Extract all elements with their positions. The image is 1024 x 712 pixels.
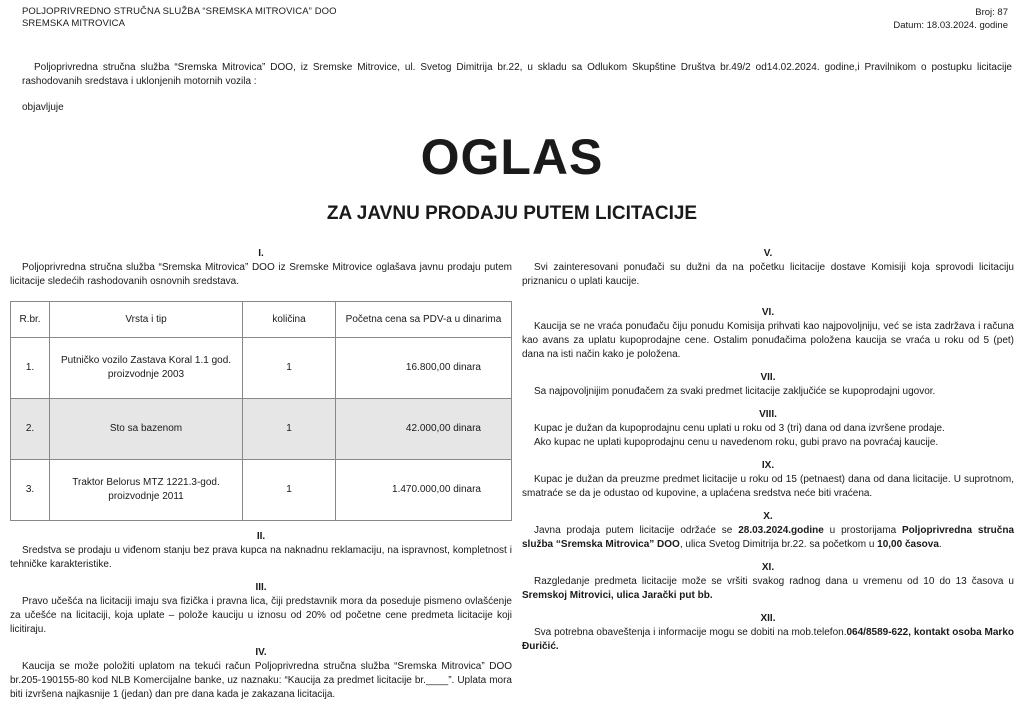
table-row [11, 338, 512, 399]
section-number: VIII. [759, 409, 777, 420]
org-city: SREMSKA MITROVICA [22, 18, 126, 29]
section-number: I. [258, 248, 264, 259]
section-number: XI. [761, 562, 775, 573]
section-12 [522, 613, 1014, 654]
table-row [11, 460, 512, 521]
text-part: Razgledanje predmeta licitacije može se vršiti svakog radnog dana u vremenu od 10 do 13 časova u [534, 576, 1014, 587]
viewing-location: Sremskoj Mitrovici, ulica Jarački put bb. [522, 590, 713, 601]
document-number: Broj: 87 [975, 7, 1008, 18]
section-7 [522, 372, 1014, 399]
section-number: XII. [760, 613, 776, 624]
cell-no: 3. [11, 460, 50, 521]
section-text: Sredstva se prodaju u viđenom stanju bez prava kupca na naknadnu reklamaciju, na ispravnost, kompletnost i tehničke karakteristike. [10, 545, 512, 570]
section-text: Svi zainteresovani ponuđači su dužni da na početku licitacije dostave Komisiji koja sprovodi licitaciju priznanicu o uplati kaucije. [522, 262, 1014, 287]
section-4 [10, 647, 512, 702]
text-part: . [938, 539, 942, 550]
section-number: X. [763, 511, 773, 522]
cell-name: Sto sa bazenom [50, 399, 243, 460]
section-5 [522, 248, 1014, 289]
cell-price: 1.470.000,00 dinara [336, 460, 512, 521]
section-text [522, 524, 1014, 552]
text-part: , ulica Svetog Dimitrija br.22. sa početkom u [679, 539, 878, 550]
section-8 [522, 409, 1014, 450]
text-part: u prostorijama [823, 525, 902, 536]
col-header-qty: količina [243, 302, 336, 338]
section-text: Poljoprivredna stručna služba “Sremska Mitrovica” DOO iz Sremske Mitrovice oglašava javnu prodaju putem licitacije sledećih rashodovanih osnovnih sredstava. [10, 262, 512, 287]
header-organization [22, 6, 337, 30]
section-6 [522, 307, 1014, 362]
section-number: IV. [255, 647, 267, 658]
section-text: Kupac je dužan da kupoprodajnu cenu uplati u roku od 3 (tri) dana od dana izvršene prodaje. [534, 423, 945, 434]
header-meta [893, 6, 1008, 32]
section-number: VI. [761, 307, 775, 318]
section-text: Pravo učešća na licitaciji imaju sva fizička i pravna lica, čiji predstavnik mora da poseduje pismeno ovlašćenje za učešće na licitaciji, koja uplate – polože kauciju u iznosu od 20% od početne cene predmeta licitacije koji licitiraju. [10, 596, 512, 635]
announce-word: objavljuje [22, 102, 64, 113]
section-2 [10, 531, 512, 572]
text-part: Javna prodaja putem licitacije održaće se [534, 525, 739, 536]
cell-name: Putničko vozilo Zastava Koral 1.1 god. proizvodnje 2003 [50, 338, 243, 399]
section-text [522, 575, 1014, 603]
auction-time: 10,00 časova [877, 539, 939, 550]
right-column [522, 248, 1014, 664]
section-text: Sa najpovoljnijim ponuđačem za svaki predmet licitacije zaključiće se kupoprodajni ugovor. [534, 386, 936, 397]
table-row [11, 399, 512, 460]
cell-qty: 1 [243, 338, 336, 399]
section-text: Kaucija se može položiti uplatom na tekući račun Poljoprivredna stručna služba “Sremska Mitrovica” DOO br.205-190155-80 kod NLB Komercijalne banke, uz naznaku: “Kaucija za predmet licitacije br.____”. Uplata mora biti izvršena najkasnije 1 (jedan) dan pre dana kada je zakazana licitacija. [10, 661, 512, 700]
section-1 [10, 248, 512, 521]
intro-paragraph: Poljoprivredna stručna služba “Sremska Mitrovica” DOO, iz Sremske Mitrovice, ul. Svetog Dimitrija br.22, u skladu sa Odlukom Skupštine Društva br.49/2 od14.02.2024. godine,i Pravilnikom o postupku licitacije rashodovanih sredstava i uklonjenih motornih vozila : [22, 62, 1012, 87]
auction-place: Poljoprivredna stručna služba “Sremska Mitrovica” DOO [522, 525, 1015, 550]
section-number: III. [255, 582, 267, 593]
auction-date: 28.03.2024.godine [738, 525, 824, 536]
col-header-no: R.br. [11, 302, 50, 338]
section-number: IX. [761, 460, 775, 471]
col-header-type: Vrsta i tip [50, 302, 243, 338]
section-text [522, 626, 1014, 654]
cell-qty: 1 [243, 460, 336, 521]
section-number: II. [256, 531, 266, 542]
contact-info: 064/8589-622, kontakt osoba Marko Đuričić. [522, 627, 1014, 652]
cell-no: 2. [11, 399, 50, 460]
document-date: Datum: 18.03.2024. godine [893, 20, 1008, 31]
section-3 [10, 582, 512, 637]
org-name: POLJOPRIVREDNO STRUČNA SLUŽBA “SREMSKA MITROVICA” DOO [22, 6, 337, 17]
cell-name: Traktor Belorus MTZ 1221.3-god. proizvodnje 2011 [50, 460, 243, 521]
section-number: V. [763, 248, 773, 259]
text-part: Sva potrebna obaveštenja i informacije mogu se dobiti na mob.telefon. [534, 627, 847, 638]
items-table [10, 301, 512, 521]
cell-no: 1. [11, 338, 50, 399]
section-text: Kupac je dužan da preuzme predmet licitacije u roku od 15 (petnaest) dana od dana licitacije. U suprotnom, smatraće se da je odustao od kupovine, a uplaćena sredstva neće biti vraćena. [522, 474, 1014, 499]
section-number: VII. [760, 372, 776, 383]
section-9 [522, 460, 1014, 501]
section-10 [522, 511, 1014, 552]
section-text: Kaucija se ne vraća ponuđaču čiju ponudu Komisija prihvati kao najpovoljniju, već se ista zadržava i računa kao avans za uplatu kupoprodajne cene. Ostalim ponuđačima položena kaucija se vraća u roku od 5 (pet) dana na isti način kako je položena. [522, 321, 1014, 360]
cell-price: 16.800,00 dinara [336, 338, 512, 399]
cell-price: 42.000,00 dinara [336, 399, 512, 460]
left-column [10, 248, 512, 712]
section-11 [522, 562, 1014, 603]
page-title: OGLAS [420, 129, 604, 185]
col-header-price: Početna cena sa PDV-a u dinarima [336, 302, 512, 338]
page-subtitle: ZA JAVNU PRODAJU PUTEM LICITACIJE [326, 203, 698, 224]
section-text: Ako kupac ne uplati kupoprodajnu cenu u navedenom roku, gubi pravo na povraćaj kaucije. [534, 437, 939, 448]
cell-qty: 1 [243, 399, 336, 460]
table-header-row [11, 302, 512, 338]
